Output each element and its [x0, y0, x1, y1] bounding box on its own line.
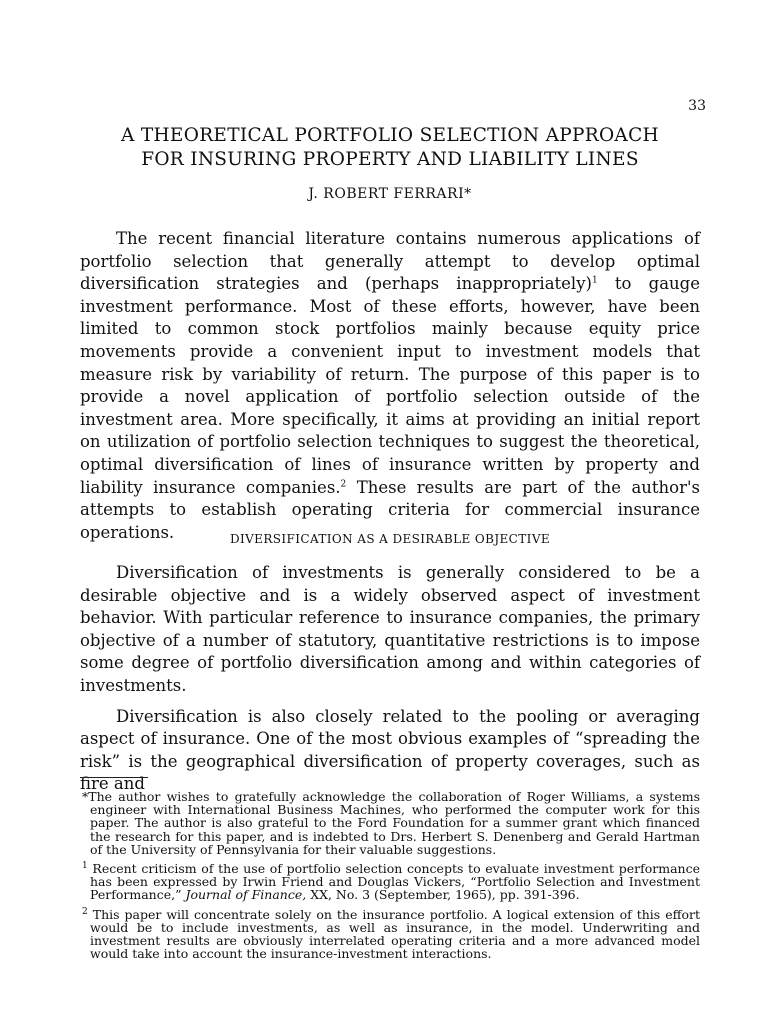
footnote-1-text-before: Recent criticism of the use of portfolio selection concepts to evaluate investment performance has been expressed by Irwin Friend and Douglas Vickers, “Portfolio Selection and Investment Performance,” — [90, 861, 700, 903]
footnote-1-text-after: XX, No. 3 (September, 1965), pp. 391-396. — [306, 887, 580, 903]
footnote-1-journal: Journal of Finance, — [185, 887, 307, 903]
footnote-star-text: The author wishes to gratefully acknowledge the collaboration of Roger Williams, a systems engineer with International Business Machines, who performed the computer work for this paper. The author is also grateful to the Ford Foundation for a summer grant which financed the research for this paper, and is indebted to Drs. Herbert S. Denenberg and Gerald Hartman of the University of Pennsylvania for their valuable suggestions. — [88, 789, 700, 857]
footnote-star — [80, 790, 700, 856]
footnote-ref-2: 2 — [340, 479, 347, 490]
footnote-divider — [80, 777, 148, 778]
footnote-1 — [80, 862, 700, 902]
footnote-2-text: This paper will concentrate solely on the insurance portfolio. A logical extension of this effort would be to include investments, as well as insurance, in the model. Underwriting and investment results are obviously interrelated operating criteria and a more advanced model would take into account the insurance-investment interactions. — [90, 906, 700, 962]
title-line-1: A THEORETICAL PORTFOLIO SELECTION APPROACH — [121, 125, 659, 146]
article-title — [80, 124, 700, 172]
page-number: 33 — [688, 98, 706, 114]
author-name: J. ROBERT FERRARI* — [308, 186, 472, 202]
section-paragraph-2: Diversification is also closely related to the pooling or averaging aspect of insurance. One of the most obvious examples of “spreading the risk” is the geographical diversification of property coverages, such as fire and — [80, 706, 700, 794]
intro-text-part-3: These results are part of the author's attempts to establish operating criteria for commercial insurance operations. — [80, 477, 701, 542]
footnote-1-mark: 1 — [82, 860, 88, 871]
intro-paragraph — [80, 228, 700, 544]
footnote-star-mark: * — [82, 789, 89, 804]
title-line-2: FOR INSURING PROPERTY AND LIABILITY LINES — [141, 149, 639, 170]
footnote-2-mark: 2 — [82, 906, 88, 917]
footnote-2 — [80, 908, 700, 961]
section-heading: DIVERSIFICATION AS A DESIRABLE OBJECTIVE — [229, 532, 551, 546]
footnotes — [80, 790, 700, 966]
intro-text-part-1: The recent financial literature contains numerous applications of portfolio selection that generally attempt to develop optimal diversification strategies and (perhaps inappropriately) — [80, 229, 700, 294]
intro-section — [80, 228, 700, 544]
footnote-ref-1: 1 — [591, 275, 598, 286]
section-paragraph-1: Diversification of investments is generally considered to be a desirable objective and is a widely observed aspect of investment behavior. With particular reference to insurance companies, the primary objective of a number of statutory, quantitative restrictions is to impose some degree of portfolio diversification among and within categories of investments. — [80, 563, 700, 695]
intro-text-part-2: to gauge investment performance. Most of these efforts, however, have been limited to common stock portfolios mainly because equity price movements provide a convenient input to investment models that measure risk by variability of return. The purpose of this paper is to provide a novel application of portfolio selection outside of the investment area. More specifically, it aims at providing an initial report on utilization of portfolio selection techniques to suggest the theoretical, optimal diversification of lines of insurance written by property and liability insurance companies. — [80, 274, 700, 497]
section-body — [80, 562, 700, 796]
